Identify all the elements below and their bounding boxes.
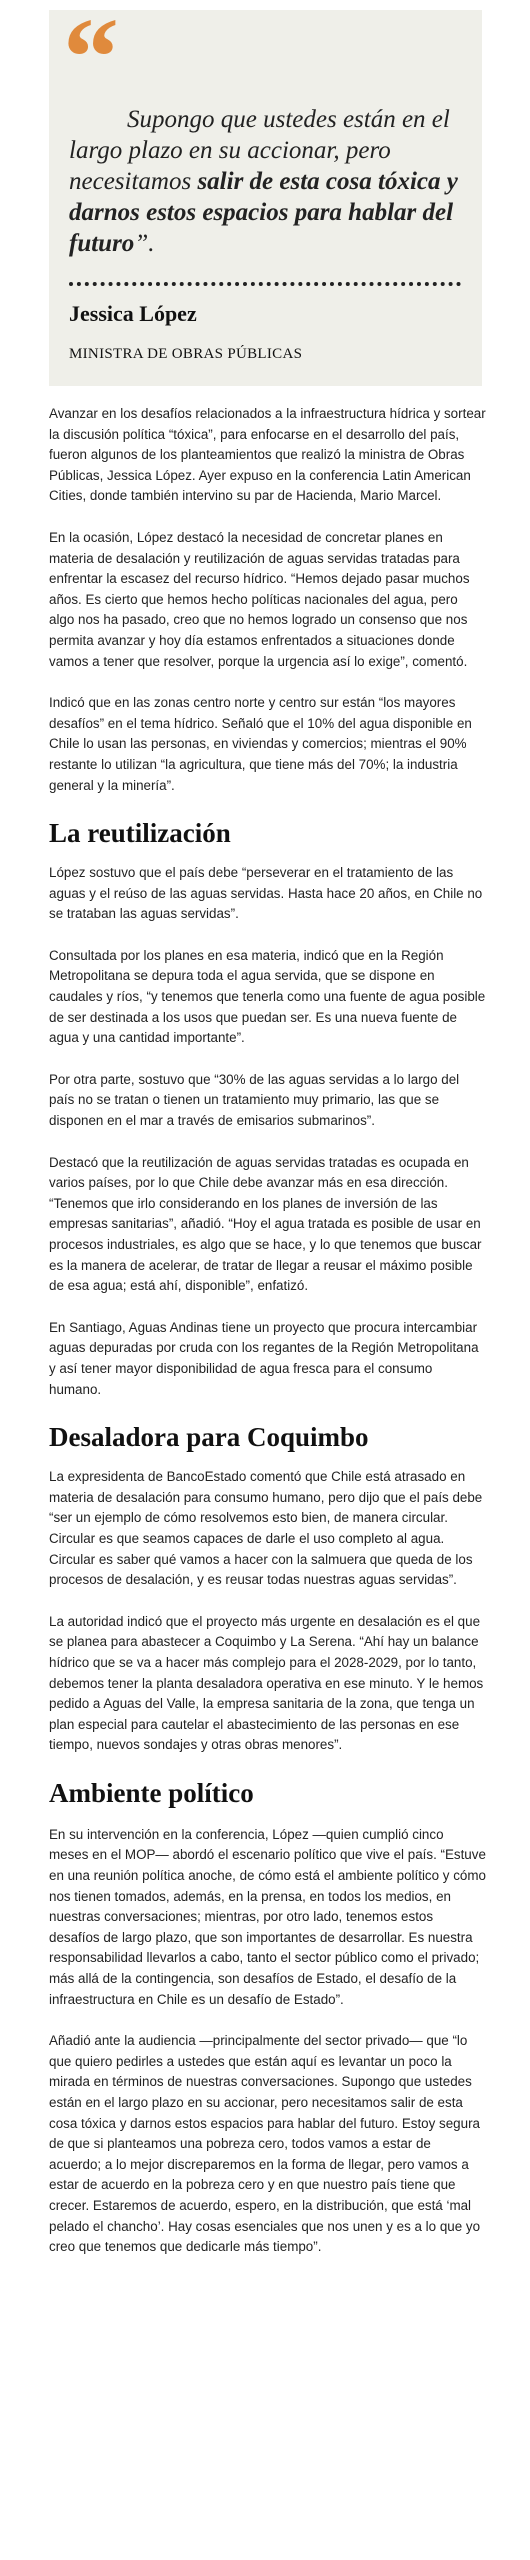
paragraph: En su intervención en la conferencia, López —quien cumplió cinco meses en el MOP— abordó el escenario político que vive el país. “Estuve en una reunión política anoche, de cómo está el ambiente político y cómo nos tienen tomados, además, en la prensa, en todos los medios, en nuestras conversaciones; mientras, por otro lado, tenemos estos desafíos de largo plazo, que son importantes de desarrollar. Es nuestra responsabilidad llevarlos a cabo, tanto el sector público como el privado; más allá de la contingencia, son desafíos de Estado, el desafío de la infraestructura en Chile es un desafío de Estado”. <box>49 1826 486 2007</box>
section-heading-reutilizacion: La reutilización <box>49 818 231 849</box>
paragraph: En Santiago, Aguas Andinas tiene un proyecto que procura intercambiar aguas depuradas por cruda con los regantes de la Región Metropolitana y así tener mayor disponibilidad de agua fresca para el consumo humano. <box>49 1319 479 1397</box>
paragraph: Por otra parte, sostuvo que “30% de las aguas servidas a lo largo del país no se tratan o tienen un tratamiento muy primario, las que se disponen en el mar a través de emisarios submarinos”. <box>49 1071 460 1129</box>
paragraph: La autoridad indicó que el proyecto más urgente en desalación es el que se planea para abastecer a Coquimbo y La Serena. “Ahí hay un balance hídrico que se va a hacer más complejo para el 2028-2029, por lo tanto, debemos tener la planta desaladora operativa en ese minuto. Y le hemos pedido a Aguas del Valle, la empresa sanitaria de la zona, que tenga un plan especial para cautelar el abastecimiento de las personas en ese tiempo, nuevos sondajes y otras obras menores”. <box>49 1613 484 1753</box>
paragraph: En la ocasión, López destacó la necesidad de concretar planes en materia de desalación y reutilización de aguas servidas tratadas para enfrentar la escasez del recurso hídrico. “Hemos dejado pasar muchos años. Es cierto que hemos hecho políticas nacionales del agua, pero algo nos ha pasado, creo que no hemos logrado un consenso que nos permita avanzar y hoy día estamos enfrentados a situaciones donde vamos a tener que resolver, porque la urgencia así lo exige”, comentó. <box>49 529 470 669</box>
quote-author: Jessica López <box>69 301 197 326</box>
quote-divider <box>69 282 461 286</box>
paragraph: Consultada por los planes en esa materia, indicó que en la Región Metropolitana se depura toda el agua servida, que se dispone en caudales y ríos, “y tenemos que tenerla como una fuente de agua posible de ser destinada a los usos que puedan ser. Es una nueva fuente de agua y una cantidad importante”. <box>49 947 486 1046</box>
pull-quote <box>49 0 482 386</box>
quote-text <box>69 104 469 259</box>
paragraph: Destacó que la reutilización de aguas servidas tratadas es ocupada en varios países, por lo que Chile debe avanzar más en esa dirección. “Tenemos que irlo considerando en los planes de inversión de las empresas sanitarias”, añadió. “Hoy el agua tratada es posible de usar en procesos industriales, es algo que se hace, y lo que tenemos que buscar es la manera de acelerar, de tratar de llegar a reusar el máximo posible de esa agua; está ahí, disponible”, enfatizó. <box>49 1154 482 1294</box>
section-heading-ambiente-politico: Ambiente político <box>49 1777 254 1808</box>
paragraph: Indicó que en las zonas centro norte y centro sur están “los mayores desafíos” en el tema hídrico. Señaló que el 10% del agua disponible en Chile lo usan las personas, en viviendas y comercios; mientras el 90% restante lo utilizan “la agricultura, que tiene más del 70%; la industria general y la minería”. <box>49 695 472 793</box>
quote-lead-indent <box>69 106 127 133</box>
paragraph: Añadió ante la audiencia —principalmente del sector privado— que “lo que quiero pedirles a ustedes que están aquí es levantar un poco la mirada en términos de nuestras conversaciones. Supongo que ustedes están en el largo plazo en su accionar, pero necesitamos salir de esta cosa tóxica y darnos estos espacios para hablar del futuro. Estoy segura de que si planteamos una pobreza cero, todos vamos a estar de acuerdo; a lo mejor discreparemos en la forma de llegar, pero vamos a estar de acuerdo en la pobreza cero y en que nuestro país tiene que crecer. Estaremos de acuerdo, espero, en la distribución, que está ‘mal pelado el chancho’. Hay cosas esenciales que nos unen y es a lo que yo creo que tenemos que dedicarle más tiempo”. <box>49 2033 481 2255</box>
quote-emphasis: salir de esta cosa tóxica y darnos estos espacios para hablar del futuro <box>69 168 458 257</box>
paragraph: La expresidenta de BancoEstado comentó que Chile está atrasado en materia de desalación para consumo humano, pero dijo que el país debe “ser un ejemplo de cómo resolvemos esto bien, de manera circular. Circular es que seamos capaces de darle el uso completo al agua. Circular es saber qué vamos a hacer con la salmuera que queda de los procesos de desalación, y es reusar todas nuestras aguas servidas”. <box>49 1469 483 1588</box>
section-heading-desaladora: Desaladora para Coquimbo <box>49 1422 369 1453</box>
paragraph: López sostuvo que el país debe “perseverar en el tratamiento de las aguas y el reúso de las aguas servidas. Hasta hace 20 años, en Chile no se trataban las aguas servidas”. <box>49 865 483 922</box>
quote-author-role: MINISTRA DE OBRAS PÚBLICAS <box>69 346 303 362</box>
paragraph: Avanzar en los desafíos relacionados a la infraestructura hídrica y sortear la discusión política “tóxica”, para enfocarse en el desarrollo del país, fueron algunos de los planteamientos que realizó la ministra de Obras Públicas, Jessica López. Ayer expuso en la conferencia Latin American Cities, donde también intervino su par de Hacienda, Mario Marcel. <box>49 406 486 504</box>
quote-mark-icon: “ <box>63 0 119 120</box>
quote-tail: ”. <box>134 230 155 257</box>
quote-lead: Supongo que ustedes están en el largo plazo en su accionar, pero necesitamos <box>69 106 450 195</box>
article-body <box>49 404 486 2279</box>
